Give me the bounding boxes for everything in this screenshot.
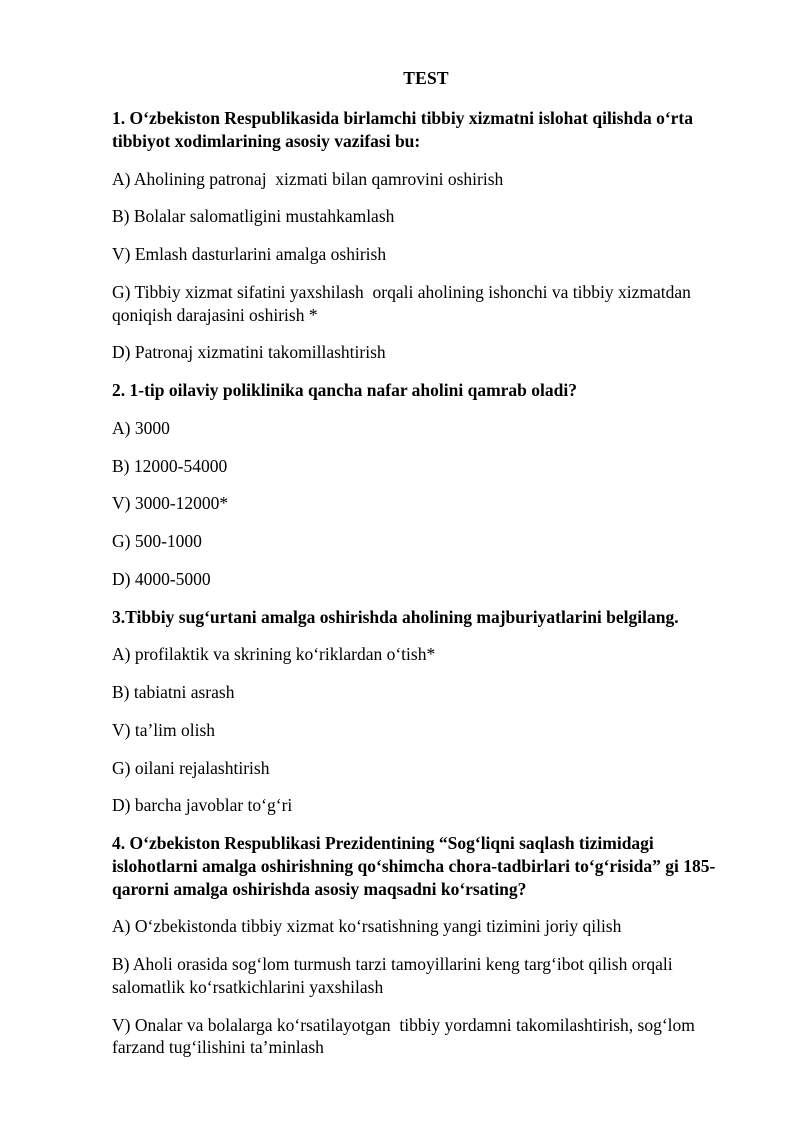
- question-option-a[interactable]: A) Aholining patronaj xizmati bilan qamrovini oshirish: [112, 168, 504, 189]
- question-option-b[interactable]: B) tabiatni asrash: [112, 682, 235, 702]
- question-option-v[interactable]: V) Emlash dasturlarini amalga oshirish: [112, 244, 387, 264]
- question-block-4: [112, 832, 740, 1059]
- question-block-2: [112, 379, 740, 591]
- question-option-v[interactable]: V) ta’lim olish: [112, 719, 216, 740]
- question-option-a[interactable]: A) 3000: [112, 417, 170, 438]
- question-option-g[interactable]: G) Tibbiy xizmat sifatini yaxshilash orqali aholining ishonchi va tibbiy xizmatdan qoniqish darajasini oshirish *: [112, 281, 696, 325]
- question-heading: 3.Tibbiy sugʻurtani amalga oshirishda aholining majburiyatlarini belgilang.: [112, 606, 679, 627]
- question-option-v[interactable]: V) 3000-12000*: [112, 493, 229, 514]
- question-block-1: [112, 107, 740, 364]
- question-option-v[interactable]: V) Onalar va bolalarga koʻrsatilayotgan tibbiy yordamni takomilashtirish, sogʻlom farzand tugʻilishini ta’minlash: [112, 1014, 700, 1058]
- question-option-b[interactable]: B) Bolalar salomatligini mustahkamlash: [112, 206, 395, 227]
- page-title: TEST: [403, 68, 449, 88]
- question-option-b[interactable]: B) 12000-54000: [112, 455, 228, 476]
- question-option-d[interactable]: D) Patronaj xizmatini takomillashtirish: [112, 342, 386, 363]
- question-heading: 4. Oʻzbekiston Respublikasi Prezidentining “Sogʻliqni saqlash tizimidagi islohotlarni amalga oshirishning qoʻshimcha chora-tadbirlari toʻgʻrisida” gi 185-qarorni amalga oshirishda asosiy maqsadni koʻrsating?: [112, 833, 716, 899]
- question-option-g[interactable]: G) 500-1000: [112, 531, 202, 551]
- question-option-b[interactable]: B) Aholi orasida sogʻlom turmush tarzi tamoyillarini keng targʻibot qilish orqali salomatlik koʻrsatkichlarini yaxshilash: [112, 954, 677, 997]
- document-content: [112, 68, 740, 1074]
- question-option-a[interactable]: A) profilaktik va skrining koʻriklardan oʻtish*: [112, 644, 436, 665]
- question-option-d[interactable]: D) barcha javoblar toʻgʻri: [112, 795, 293, 816]
- question-option-g[interactable]: G) oilani rejalashtirish: [112, 757, 270, 778]
- question-block-3: [112, 606, 740, 818]
- question-option-d[interactable]: D) 4000-5000: [112, 568, 211, 589]
- question-heading: 2. 1-tip oilaviy poliklinika qancha nafar aholini qamrab oladi?: [112, 380, 577, 400]
- question-option-a[interactable]: A) Oʻzbekistonda tibbiy xizmat koʻrsatishning yangi tizimini joriy qilish: [112, 916, 622, 937]
- question-heading: 1. Oʻzbekiston Respublikasida birlamchi tibbiy xizmatni islohat qilishda oʻrta tibbiyot xodimlarining asosiy vazifasi bu:: [112, 108, 698, 151]
